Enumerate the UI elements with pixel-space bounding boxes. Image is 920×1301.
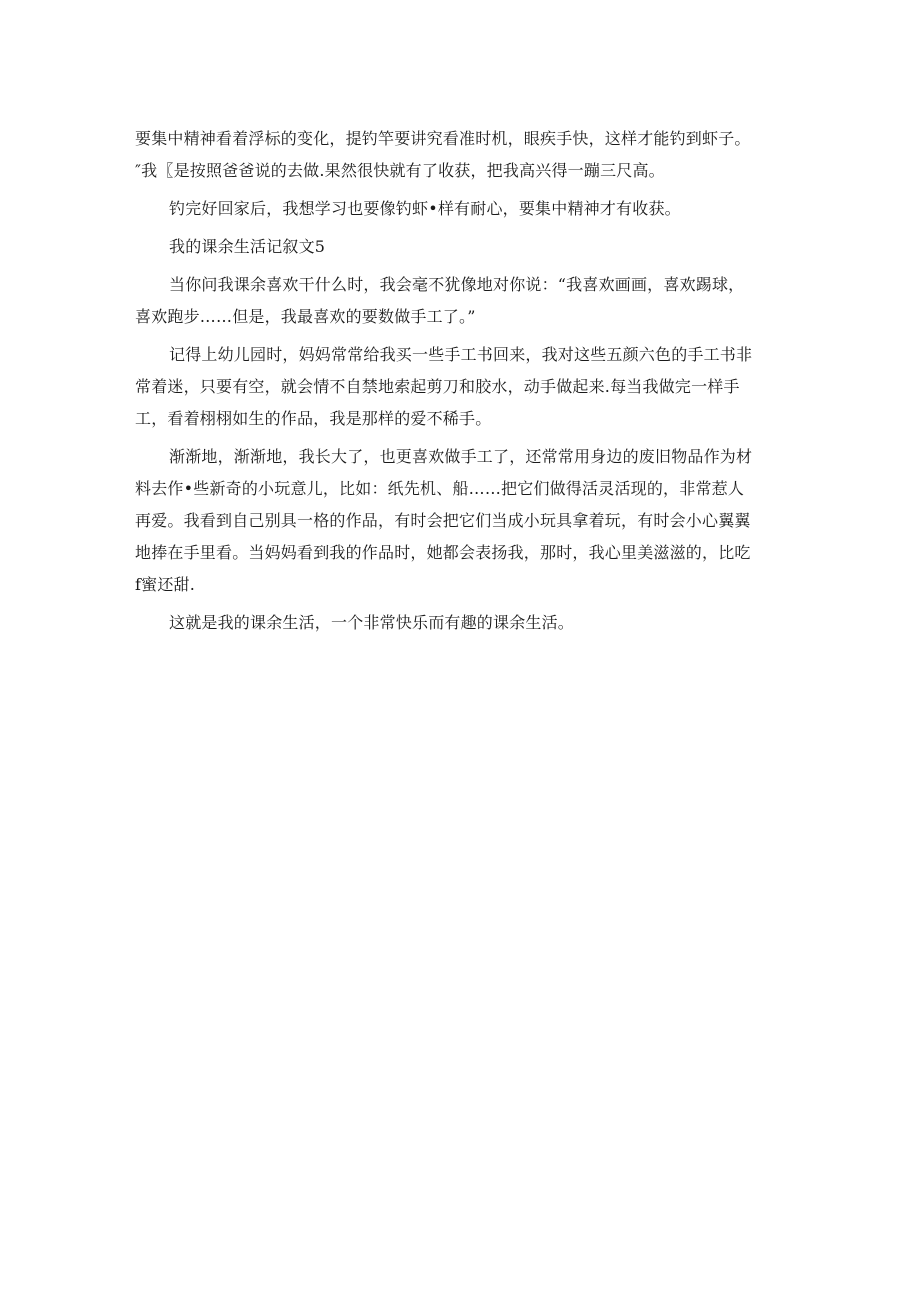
text-line: 料去作•些新奇的小玩意儿，比如：纸先机、船……把它们做得活灵活现的，非常惹人 bbox=[135, 479, 745, 498]
paragraph bbox=[135, 339, 785, 435]
paragraph bbox=[135, 269, 785, 333]
paragraph bbox=[135, 123, 785, 187]
document-body bbox=[135, 123, 785, 639]
text-line: 再爱。我看到自己别具一格的作品，有时会把它们当成小玩具拿着玩，有时会小心翼翼 bbox=[135, 511, 751, 530]
heading-line: 我的课余生活记叙文5 bbox=[169, 237, 326, 256]
paragraph bbox=[135, 193, 785, 225]
text-line: 地捧在手里看。当妈妈看到我的作品时，她都会表扬我，那时，我心里美滋滋的，比吃 bbox=[135, 543, 751, 562]
text-line: 钓完好回家后，我想学习也要像钓虾•样有耐心，要集中精神才有收获。 bbox=[169, 199, 681, 218]
text-line: 要集中精神看着浮标的变化，提钓竿要讲究看准时机，眼疾手快，这样才能钓到虾子。 bbox=[135, 129, 751, 148]
text-line: 这就是我的课余生活，一个非常快乐而有趣的课余生活。 bbox=[169, 613, 575, 632]
text-line: 记得上幼儿园时，妈妈常常给我买一些手工书回来，我对这些五颜六色的手工书非 bbox=[169, 345, 753, 364]
paragraph bbox=[135, 607, 785, 639]
text-line: 工，看着栩栩如生的作品，我是那样的爱不稀手。 bbox=[135, 409, 492, 428]
section-heading bbox=[135, 231, 785, 263]
text-line: 当你问我课余喜欢干什么时，我会毫不犹像地对你说：“我喜欢画画，喜欢踢球， bbox=[169, 275, 745, 294]
text-line: 常着迷，只要有空，就会情不自禁地索起剪刀和胶水，动手做起来.每当我做完一样手 bbox=[135, 377, 740, 396]
text-line: 喜欢跑步……但是，我最喜欢的要数做手工了。” bbox=[135, 307, 476, 326]
text-line: f蜜还甜. bbox=[135, 575, 196, 594]
paragraph bbox=[135, 441, 785, 601]
text-line: ″我〖是按照爸爸说的去做.果然很快就有了收获，把我高兴得一蹦三尺高。 bbox=[135, 161, 665, 180]
text-line: 渐渐地，渐渐地，我长大了，也更喜欢做手工了，还常常用身边的废旧物品作为材 bbox=[169, 447, 753, 466]
